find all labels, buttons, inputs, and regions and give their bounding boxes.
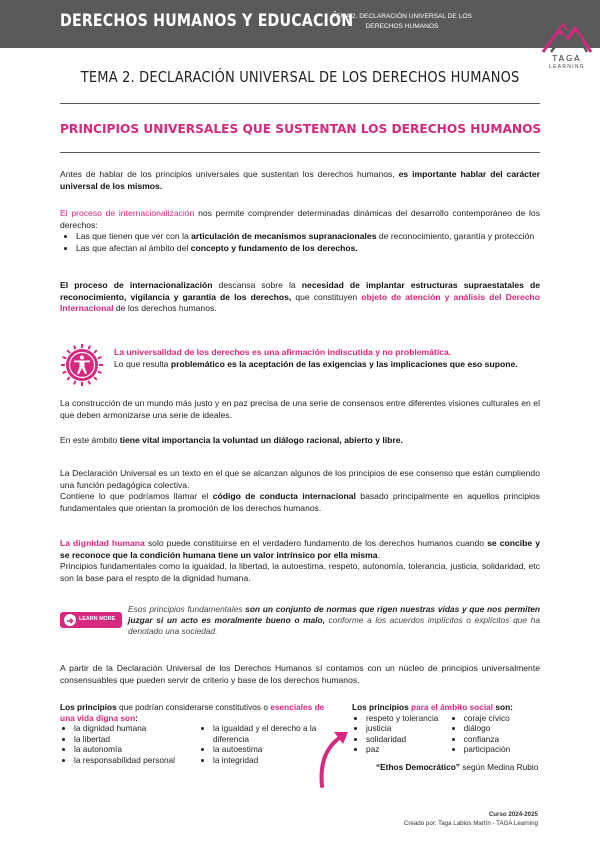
list-item: • la igualdad y el derecho a la diferencia (213, 723, 340, 744)
internationalization-list (60, 231, 540, 254)
heading-bold: Los principios (60, 702, 117, 712)
declaration-bold: código de conducta internacional (212, 491, 356, 502)
heading-pink: esenciales de una vida digna son (60, 702, 325, 723)
universality-text (114, 347, 540, 370)
footer-credit: Creado por: Taga Labios Martín - TAGA Learning (403, 820, 538, 827)
ethos-democratico-note (376, 762, 542, 773)
structures-pink: objeto de atención y análisis del Derecho Internacional (60, 291, 540, 314)
logo-text: TAGA (552, 54, 582, 63)
ethos-bold: “Ethos Democrático” (376, 761, 460, 772)
list-item-bold: articulación de mecanismos supranacionales (191, 231, 377, 242)
tema-title (0, 68, 600, 86)
internationalization-text: nos permite comprender determinadas dinámicas del desarrollo contemporáneo de los derechos: (60, 208, 540, 230)
divider-top (60, 103, 540, 104)
social-list-col1 (352, 713, 450, 755)
mountain-logo-icon (537, 22, 597, 54)
list-item: • participación (464, 744, 542, 755)
dignity-principles: Principios fundamentales como la igualdad, la libertad, la autoestima, respeto, autonomía, tolerancia, justicia, solidaridad, etc son la base para el respto de la dignidad humana. (60, 561, 540, 583)
header-title: DERECHOS HUMANOS Y EDUCACIÓN (60, 11, 354, 30)
dignity-term: La dignidad humana (60, 538, 145, 548)
declaration-text3: basado principalmente en aquellos principios fundamentales que orientan la promoción de los derechos humanos. (60, 491, 540, 513)
section-title: PRINCIPIOS UNIVERSALES QUE SUSTENTAN LOS DERECHOS HUMANOS (60, 122, 542, 136)
logo-subtext: LEARNING (549, 64, 585, 70)
header-bar (0, 0, 600, 48)
structures-bold2: necesidad de implantar estructuras supraestatales de reconocimiento, vigilancia y garantía de los derechos, (60, 280, 541, 302)
essential-list-col1 (60, 723, 199, 765)
learn-more-button[interactable] (60, 612, 122, 628)
structures-text3: de los derechos humanos. (113, 303, 217, 314)
intro-text: Antes de hablar de los principios universales que sustentan los derechos humanos, (60, 169, 399, 179)
quote-text: Esos principios fundamentales (128, 604, 246, 614)
social-list-col2 (450, 713, 542, 755)
list-item: • la integridad (213, 755, 340, 766)
universality-bold: problemático es la aceptación de las exigencias y las implicaciones que eso supone. (170, 358, 518, 369)
list-item (76, 231, 540, 243)
curved-arrow-icon (316, 728, 352, 790)
list-item-text: de reconocimiento, garantía y protección (376, 231, 535, 242)
learn-more-quote (128, 604, 540, 638)
structures-paragraph (60, 280, 540, 315)
dialogue-text: En este ámbito (60, 435, 120, 445)
heading-text: son: (493, 702, 513, 712)
dignity-paragraph (60, 538, 540, 584)
heading-pink: para el ámbito social (411, 702, 494, 712)
list-item: • solidaridad (366, 734, 450, 745)
ethos-text: según Medina Rubio (459, 761, 539, 772)
dialogue-bold: tiene vital importancia la voluntad un diálogo racional, abierto y libre. (119, 435, 403, 445)
heading-text: que podrían considerarse constitutivos o (116, 702, 271, 712)
list-item-text: Las que afectan al ámbito del (76, 242, 191, 253)
intro-bold: es importante hablar del carácter universal de los mismos. (60, 169, 540, 191)
footer-course: Curso 2024-2025 (488, 811, 538, 818)
social-principles-block (352, 702, 542, 772)
list-item: • la autonomía (74, 744, 199, 755)
list-item-text: Las que tienen que ver con la (76, 231, 192, 242)
quote-text2: conforme a los acuerdos implícitos o explícitos que ha denotado una sociedad. (128, 615, 540, 637)
dignity-bold: se concibe y se reconoce que la condición humana tiene un valor intrínsico por ella misma (60, 538, 540, 560)
declaration-text: La Declaración Universal es un texto en el que se alcanzan algunos de los principios de ese consenso que están cumpliendo una función pedagógica colectiva. (60, 468, 540, 490)
footer (404, 810, 538, 828)
tema-title-text: TEMA 2. DECLARACIÓN UNIVERSAL DE LOS DERECHOS HUMANOS (80, 68, 520, 86)
core-principles-paragraph: A partir de la Declaración Universal de los Derechos Humanos sí contamos con un núcleo de principios universalmente consensuables que pueden servir de criterio y base de los derechos humanos. (60, 663, 540, 685)
list-item: • la autoestima (213, 744, 340, 755)
list-item: • confianza (464, 734, 542, 745)
structures-text: descansa sobre la (212, 280, 302, 290)
internationalization-term: El proceso de internacionalización (60, 208, 195, 218)
list-item: • paz (366, 744, 450, 755)
intro-paragraph (60, 169, 540, 192)
list-item: • diálogo (464, 723, 542, 734)
universal-person-icon (60, 343, 104, 387)
list-item: • la responsabilidad personal (74, 755, 199, 766)
heading-colon: : (135, 712, 138, 723)
universality-text-a: Lo que resulta (114, 358, 171, 369)
social-principles-heading (352, 702, 542, 713)
consensus-paragraph: La construcción de un mundo más justo y en paz precisa de una serie de consensos entre diferentes visiones culturales en el que deben armonizarse una serie de ideales. (60, 398, 540, 420)
internationalization-paragraph (60, 208, 540, 254)
list-item (76, 243, 540, 255)
learn-more-label: LEARN MORE (79, 616, 116, 622)
arrow-right-icon (64, 614, 76, 626)
structures-bold: El proceso de internacionalización (60, 280, 213, 290)
divider-bottom (60, 152, 540, 153)
dialogue-paragraph (60, 435, 540, 447)
list-item-bold: concepto y fundamento de los derechos. (190, 242, 358, 253)
quote-bold: son un conjunto de normas que rigen nuestras vidas y que nos permiten juzgar si un acto es moralmente bueno o malo, (128, 604, 541, 626)
list-item: • la libertad (74, 734, 199, 745)
declaration-text2: Contiene lo que podríamos llamar el (60, 491, 213, 502)
list-item: • la dignidad humana (74, 723, 199, 734)
essential-principles-heading (60, 702, 340, 723)
structures-text2: que constituyen (291, 291, 362, 302)
declaration-paragraph (60, 468, 540, 514)
list-item: • justicia (366, 723, 450, 734)
dignity-text2: . (377, 549, 380, 560)
list-item: • coraje cívico (464, 713, 542, 724)
list-item: • respeto y tolerancia (366, 713, 450, 724)
universality-claim: La universalidad de los derechos es una afirmación indiscutida y no problemática. (114, 347, 452, 357)
taga-logo (537, 22, 597, 74)
header-subtitle: TEMA 2. DECLARACIÓN UNIVERSAL DE LOS DERECHOS HUMANOS (332, 13, 472, 30)
heading-bold: Los principios (352, 702, 412, 712)
dignity-text: solo puede constituirse en el verdadero fundamento de los derechos humanos cuando (144, 538, 488, 548)
essential-principles-block (60, 702, 340, 765)
